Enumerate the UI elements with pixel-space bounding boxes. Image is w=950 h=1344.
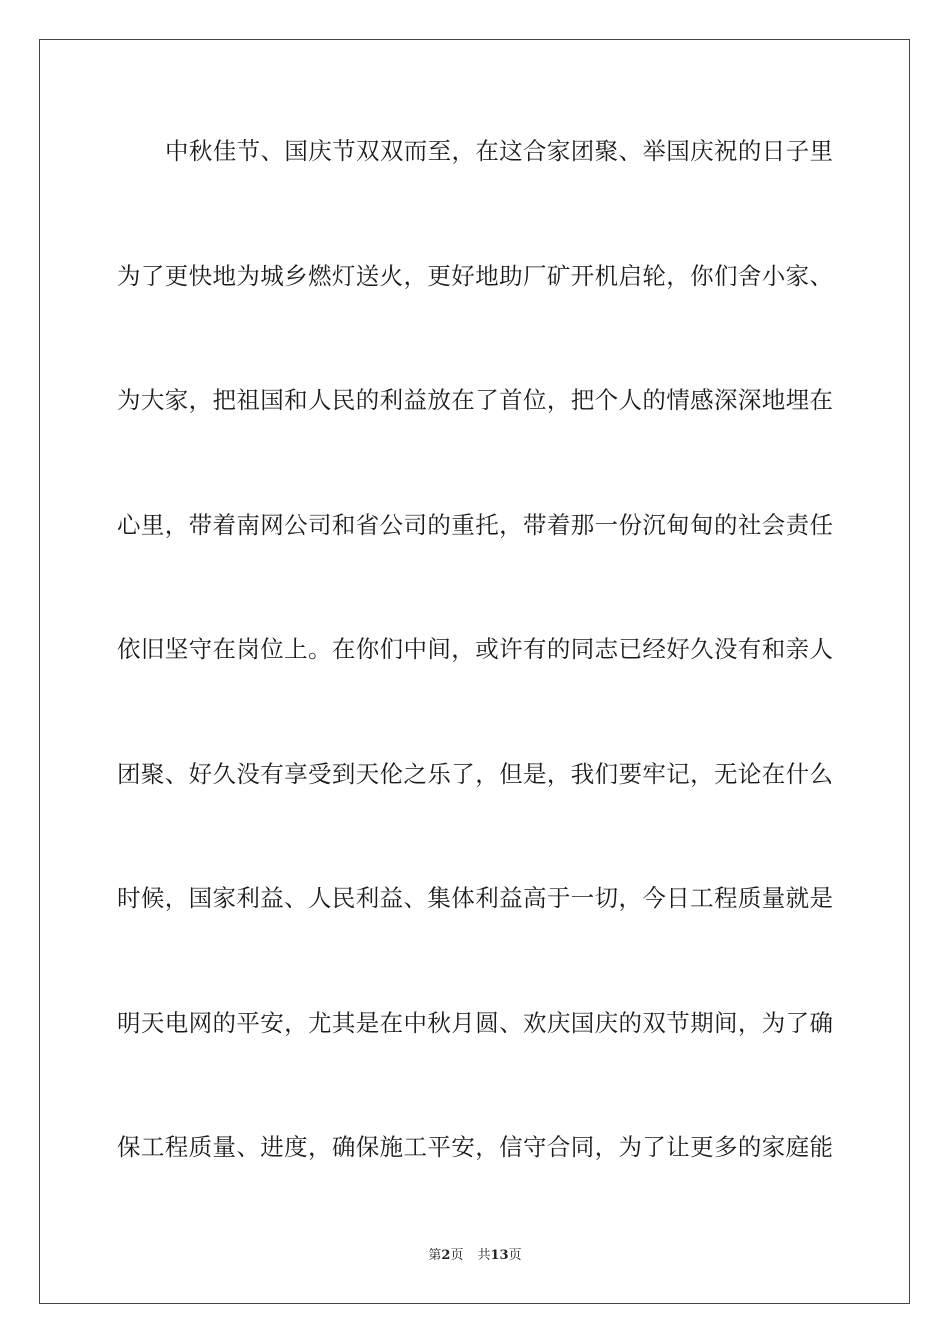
paragraph-line: 为了更快地为城乡燃灯送火，更好地助厂矿开机启轮，你们舍小家、 xyxy=(117,262,833,290)
paragraph-line: 保工程质量、进度，确保施工平安，信守合同，为了让更多的家庭能 xyxy=(117,1133,833,1161)
paragraph-line: 依旧坚守在岗位上。在你们中间，或许有的同志已经好久没有和亲人 xyxy=(117,635,833,663)
page-number-suffix: 页 xyxy=(450,1248,464,1263)
paragraph-line: 团聚、好久没有享受到天伦之乐了，但是，我们要牢记，无论在什么 xyxy=(117,760,833,788)
total-pages-suffix: 页 xyxy=(508,1248,522,1263)
paragraph-line: 中秋佳节、国庆节双双而至，在这合家团聚、举国庆祝的日子里 xyxy=(165,137,833,165)
paragraph-line: 心里，带着南网公司和省公司的重托，带着那一份沉甸甸的社会责任 xyxy=(117,511,833,539)
paragraph-line: 明天电网的平安，尤其是在中秋月圆、欢庆国庆的双节期间，为了确 xyxy=(117,1009,833,1037)
page-number-prefix: 第 xyxy=(428,1248,442,1263)
page-border xyxy=(39,39,910,1304)
total-pages: 13 xyxy=(490,1248,509,1263)
total-pages-prefix: 共 xyxy=(477,1248,491,1263)
page-footer xyxy=(0,1248,950,1264)
paragraph-line: 时候，国家利益、人民利益、集体利益高于一切，今日工程质量就是 xyxy=(117,884,833,912)
page-number: 2 xyxy=(441,1248,451,1263)
paragraph-line: 为大家，把祖国和人民的利益放在了首位，把个人的情感深深地埋在 xyxy=(117,386,833,414)
